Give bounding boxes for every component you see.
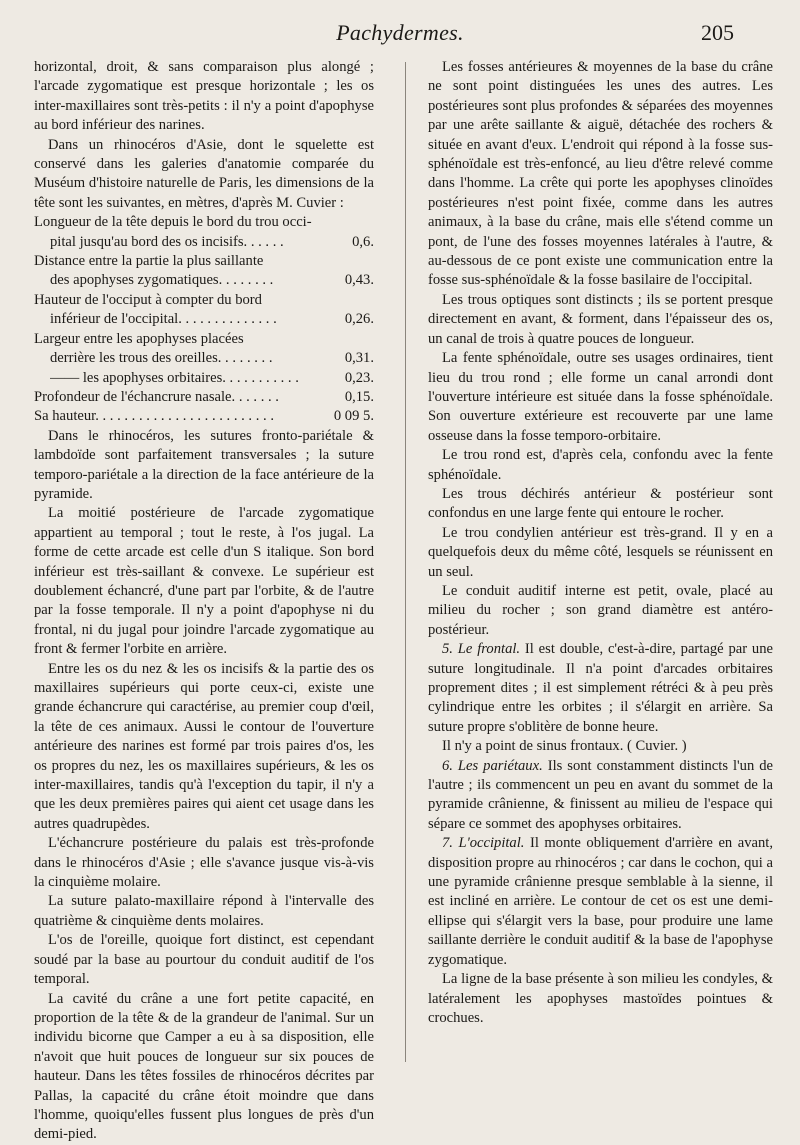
measurement-row: [34, 233, 374, 252]
section-text: Il monte obliquement d'arrière en avant, disposition propre au rhinocéros ; car dans le cochon, qui a une pyramide crânienne presque semblable à la sienne, il est incliné en arrière. Le contour de cet os est une demi-ellipse qui s'élargit vers la base, pour produire une lame saillante derrière le conduit auditif & la base de l'apophyse zygomatique.: [428, 835, 773, 968]
paragraph: Entre les os du nez & les os incisifs & la partie des os maxillaires supérieurs qui porte ceux-ci, existe une grande échancrure qui caractérise, au premier coup d'œil, la tête de ces animaux. Aussi le contour de l'ouverture antérieure des narines est formé par trois paires d'os, les os propres du nez, les os maxillaires supérieurs, & les os inter-maxillaires, tandis qu'à l'exception du tapir, il n'y a que les deux premières paires qui aient cet usage dans les autres quadrupèdes.: [34, 660, 374, 832]
measurement-value: 0,15.: [344, 388, 374, 405]
paragraph: horizontal, droit, & sans comparaison plus alongé ; l'arcade zygomatique est presque horizontale ; les os inter-maxillaires sont très-petits : il n'y a point d'apophyse au bord inférieur des narines.: [34, 59, 374, 134]
section-heading: 7. L'occipital.: [442, 835, 525, 852]
measurement-row: [34, 252, 374, 271]
section-paragraph: [428, 640, 773, 737]
measurement-row: [34, 330, 374, 349]
paragraph: Le trou condylien antérieur est très-grand. Il y en a quelquefois deux du même côté, lesquels se réunissent en un seul.: [428, 524, 773, 580]
paragraph: Il n'y a point de sinus frontaux. ( Cuvier. ): [442, 738, 687, 755]
measurement-row: [34, 271, 374, 290]
right-column: [428, 58, 773, 1028]
measurement-value: 0,43.: [344, 272, 374, 289]
paragraph: Les fosses antérieures & moyennes de la base du crâne ne sont point distinguées les unes des autres. Les postérieures sont plus profondes & séparées des moyennes par une arête saillante & aiguë, détachée des rochers & située en avant d'eux. L'endroit qui répond à la fosse sus-sphénoïdale est très-enfoncé, au lieu d'être relevé comme dans l'homme. La crête qui porte les apophyses clinoïdes postérieures n'est point fixée, comme dans les autres animaux, à la base du crâne, mais elle s'étend comme un pont, de l'une des fosses moyennes latérales à l'autre, & au-dessous de ce pont existe une communication entre la fosse sus-sphénoïdale & la fosse basilaire de l'occipital.: [428, 59, 773, 289]
measurement-row: [34, 291, 374, 310]
measurement-table: [34, 213, 374, 426]
measurement-label: —— les apophyses orbitaires. . . . . . . . . . .: [50, 369, 299, 386]
paragraph: Le trou rond est, d'après cela, confondu avec la fente sphénoïdale.: [428, 447, 773, 483]
measurement-row: [34, 407, 374, 426]
measurement-label: Profondeur de l'échancrure nasale. . . . . . .: [34, 388, 279, 405]
measurement-value: 0 09 5.: [333, 408, 374, 425]
measurement-row: [34, 310, 374, 329]
paragraph: La moitié postérieure de l'arcade zygomatique appartient au temporal ; tout le reste, à l'os jugal. La forme de cette arcade est celle d'un S italique. Son bord inférieur est très-saillant & convexe. Le supérieur est doublement échancré, d'une part par l'orbite, & de l'autre par la fosse temporale. Il n'y a point d'apophyse ni du frontal, ni du jugal pour joindre l'arcade zygomatique au front & fermer l'orbite en arrière.: [34, 505, 374, 658]
measurement-label: Hauteur de l'occiput à compter du bord: [34, 291, 262, 308]
paragraph: La ligne de la base présente à son milieu les condyles, & latéralement les apophyses mastoïdes pointues & crochues.: [428, 971, 773, 1026]
column-divider: [405, 62, 406, 1062]
section-heading: 6. Les pariétaux.: [442, 757, 543, 774]
measurement-label: Longueur de la tête depuis le bord du trou occi-: [34, 214, 312, 231]
measurement-value: 0,26.: [344, 311, 374, 328]
measurement-row: [34, 349, 374, 368]
paragraph: Le conduit auditif interne est petit, ovale, placé au milieu du rocher ; son grand diamètre est antéro-postérieur.: [428, 582, 773, 638]
measurement-value: 0,23.: [344, 369, 374, 386]
section-paragraph: [428, 757, 773, 835]
measurement-value: 0,31.: [344, 350, 374, 367]
left-column: [34, 58, 374, 1145]
paragraph: La suture palato-maxillaire répond à l'intervalle des quatrième & cinquième dents molaires.: [34, 893, 374, 929]
section-heading: 5. Le frontal.: [442, 641, 521, 658]
page-number: 205: [701, 20, 734, 45]
measurement-row: [34, 388, 374, 407]
measurement-label: Sa hauteur. . . . . . . . . . . . . . . . . . . . . . . . .: [34, 408, 274, 425]
measurement-label: inférieur de l'occipital. . . . . . . . . . . . . .: [50, 311, 277, 328]
paragraph: La cavité du crâne a une fort petite capacité, en proportion de la tête & de la grandeur de l'animal. Sur un individu bicorne que Camper a eu à sa disposition, elle n'avoit que huit pouces de longueur sur six pouces de hauteur. Dans les têtes fossiles de rhinocéros décrites par Pallas, la capacité du crâne étoit moindre que dans l'homme, quoiqu'elles fussent plus longues de près d'un demi-pied.: [34, 990, 374, 1143]
section-paragraph: [428, 834, 773, 970]
measurement-label: Largeur entre les apophyses placées: [34, 330, 244, 347]
running-head-title: Pachydermes.: [336, 20, 464, 45]
measurement-label: Distance entre la partie la plus saillante: [34, 253, 264, 270]
measurement-value: 0,6.: [352, 233, 374, 250]
section-text: Ils sont constamment distincts l'un de l'autre ; ils commencent un peu en avant du sommet de la pyramide crânienne, & finissent au milieu de l'espace qui sépare ce sommet des apophyses orbitaires.: [428, 757, 773, 832]
paragraph: La fente sphénoïdale, outre ses usages ordinaires, tient lieu du trou rond ; elle forme un canal arrondi dont l'ouverture intérieure est située dans la fosse sphénoïdale. Son ouverture extérieure est recouverte par une lame osseuse dans la fosse temporo-orbitaire.: [428, 350, 773, 444]
paragraph: L'os de l'oreille, quoique fort distinct, est cependant soudé par la base au pourtour du conduit auditif de l'os temporal.: [34, 932, 374, 988]
measurement-label: derrière les trous des oreilles. . . . . . . .: [50, 350, 273, 367]
paragraph: Les trous déchirés antérieur & postérieur sont confondus en une large fente qui entoure le rocher.: [428, 485, 773, 522]
paragraph: Dans le rhinocéros, les sutures fronto-pariétale & lambdoïde sont parfaitement transversales ; la suture temporo-pariétale a la direction de la face antérieure de la pyramide.: [34, 427, 374, 502]
measurement-row: [34, 369, 374, 388]
paragraph: L'échancrure postérieure du palais est très-profonde dans le rhinocéros d'Asie ; elle s'avance jusque vis-à-vis la cinquième molaire.: [34, 835, 374, 891]
paragraph: Les trous optiques sont distincts ; ils se portent presque directement en avant, & forment, dans l'épaisseur des os, un canal de trois à quatre pouces de longueur.: [428, 291, 773, 347]
section-text: Il est double, c'est-à-dire, partagé par une suture longitudinale. Il n'a point d'arcades orbitaires proprement dites ; il est simplement rétréci & à peu près cylindrique entre les orbites ; il s'élargit en arrière. Sa suture propre s'oblitère de bonne heure.: [428, 641, 773, 735]
measurement-label: des apophyses zygomatiques. . . . . . . .: [50, 272, 274, 289]
paragraph: Dans un rhinocéros d'Asie, dont le squelette est conservé dans les galeries d'anatomie comparée du Muséum d'histoire naturelle de Paris, les dimensions de la tête sont les suivantes, en mètres, d'après M. Cuvier :: [34, 136, 374, 211]
measurement-label: pital jusqu'au bord des os incisifs. . . . . .: [50, 233, 284, 250]
measurement-row: [34, 213, 374, 232]
